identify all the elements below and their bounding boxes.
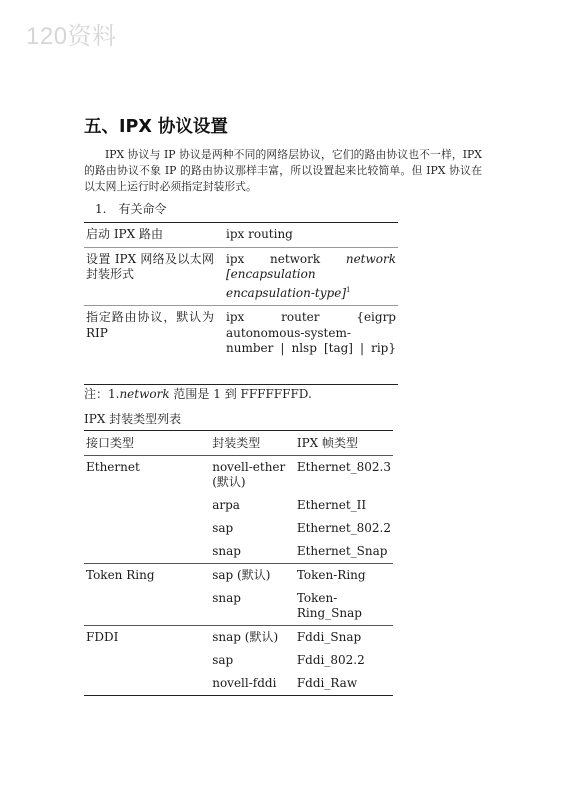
footnote-term: network xyxy=(119,387,170,401)
encapsulation-type: snap (默认) xyxy=(212,630,279,644)
encapsulation-type: arpa xyxy=(212,498,240,512)
frame-type: Ethernet_802.3 xyxy=(296,460,391,474)
encapsulation-type: novell-ether (默认) xyxy=(212,460,286,489)
table-row xyxy=(84,456,393,495)
table-row xyxy=(84,517,393,540)
footnote xyxy=(84,385,312,402)
interface-type xyxy=(84,540,210,564)
frame-type: Ethernet_Snap xyxy=(295,540,393,564)
intro-paragraph: IPX 协议与 IP 协议是两种不同的网络层协议，它们的路由协议也不一样，IPX 的路由协议不象 IP 的路由协议那样丰富，所以设置起来比较简单。但 IPX 协议在以太网上运行时必须指定封装形式。 xyxy=(84,148,482,193)
encapsulation-type: novell-fddi xyxy=(210,672,295,696)
command-row xyxy=(84,223,398,248)
interface-type: Ethernet xyxy=(86,460,140,474)
command-syntax: ipx routing xyxy=(222,223,398,248)
interface-type xyxy=(84,494,210,517)
table-row xyxy=(84,649,393,672)
command-table xyxy=(84,222,398,385)
table-row xyxy=(84,494,393,517)
interface-type xyxy=(84,587,210,626)
frame-type: Ethernet_II xyxy=(296,498,367,512)
encapsulation-table xyxy=(84,430,393,696)
command-syntax: ipx router {eigrp autonomous-system-number | nlsp [tag] | rip} xyxy=(222,306,398,385)
interface-type: FDDI xyxy=(86,630,119,644)
table-row xyxy=(84,587,393,626)
command-param-optional: [encapsulation encapsulation-type] xyxy=(226,267,346,300)
footnote-marker: 1 xyxy=(346,285,351,294)
section-title: 五、IPX 协议设置 xyxy=(84,117,228,137)
footnote-prefix: 注：1. xyxy=(84,387,120,401)
command-syntax xyxy=(222,247,398,306)
table-row xyxy=(84,564,393,588)
subsection-title: 有关命令 xyxy=(118,202,167,216)
encapsulation-type: sap xyxy=(212,521,234,535)
frame-type: Fddi_Snap xyxy=(296,630,362,644)
column-header: IPX 帧类型 xyxy=(295,431,393,456)
interface-type xyxy=(84,672,210,696)
command-task: 指定路由协议，默认为 RIP xyxy=(84,306,222,385)
command-keyword: ipx network xyxy=(226,251,346,266)
frame-type: Ethernet_802.2 xyxy=(296,521,391,535)
encapsulation-type: snap xyxy=(210,587,295,626)
table-row xyxy=(84,626,393,650)
frame-type: Token-Ring_Snap xyxy=(295,587,393,626)
interface-type xyxy=(84,649,210,672)
encapsulation-type: sap xyxy=(212,653,234,667)
command-row xyxy=(84,247,398,306)
column-header: 封装类型 xyxy=(210,431,295,456)
encapsulation-type: sap (默认) xyxy=(212,568,271,582)
interface-type xyxy=(84,517,210,540)
table-row xyxy=(84,672,393,696)
watermark: 120资料 xyxy=(26,23,117,50)
frame-type: Fddi_Raw xyxy=(295,672,393,696)
subsection-number: 1. xyxy=(95,202,107,216)
table-caption: IPX 封装类型列表 xyxy=(84,412,182,426)
command-row xyxy=(84,306,398,385)
column-header: 接口类型 xyxy=(84,431,210,456)
table-row xyxy=(84,540,393,564)
frame-type: Token-Ring xyxy=(296,568,366,582)
subsection-heading xyxy=(95,200,166,217)
footnote-text: 范围是 1 到 FFFFFFFD. xyxy=(169,387,312,401)
table-header-row xyxy=(84,431,393,456)
encapsulation-type: snap xyxy=(210,540,295,564)
interface-type: Token Ring xyxy=(86,568,155,582)
command-param: network xyxy=(345,251,396,266)
command-task: 设置 IPX 网络及以太网封装形式 xyxy=(84,247,222,306)
frame-type: Fddi_802.2 xyxy=(296,653,365,667)
command-task: 启动 IPX 路由 xyxy=(84,223,222,248)
